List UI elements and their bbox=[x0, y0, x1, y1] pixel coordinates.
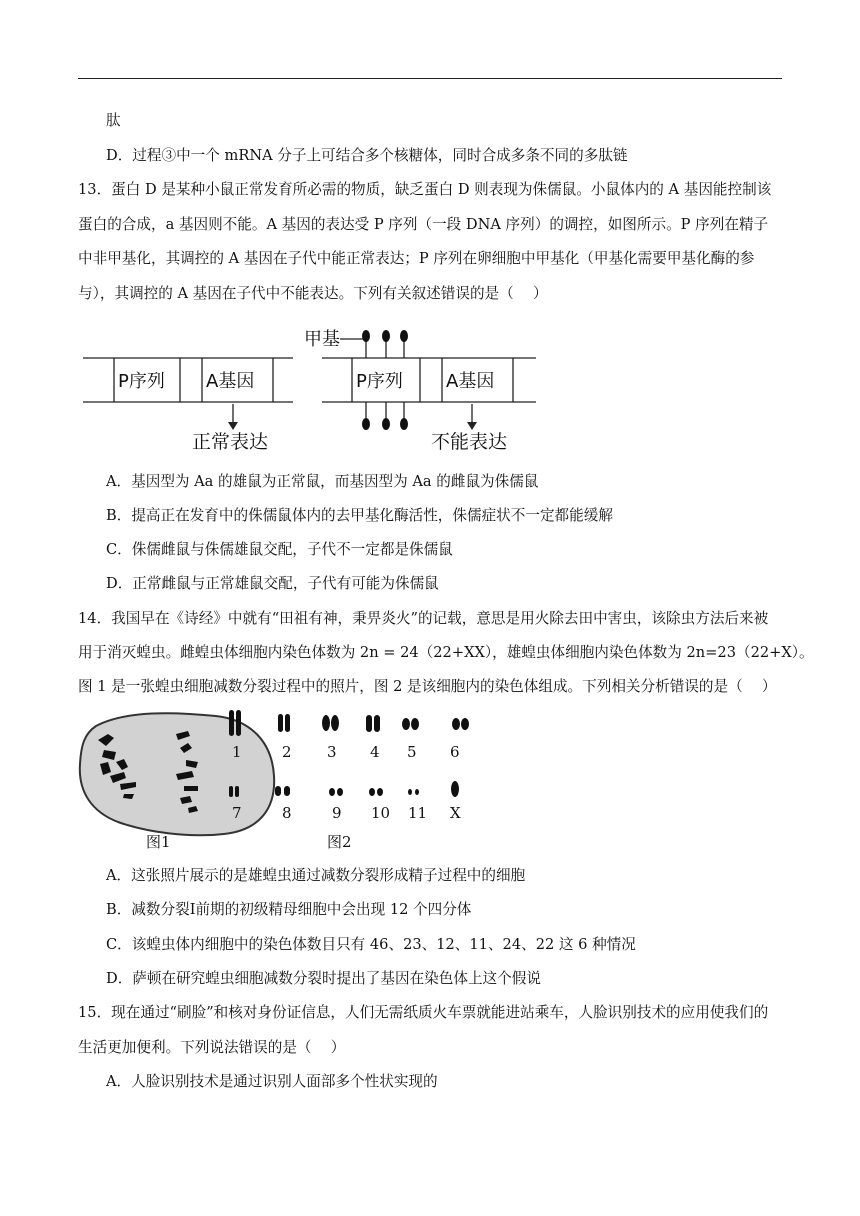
text-line: 图 1 是一张蝗虫细胞减数分裂过程中的照片，图 2 是该细胞内的染色体组成。下列相关分析错误的是（ ） bbox=[78, 678, 777, 695]
text-line: 中非甲基化，其调控的 A 基因在子代中能正常表达；P 序列在卵细胞中甲基化（甲基化需要甲基化酶的参 bbox=[78, 250, 755, 267]
option-d-q13: D．正常雌鼠与正常雄鼠交配，子代有可能为侏儒鼠 bbox=[106, 575, 439, 592]
a-gene-label: A基因 bbox=[446, 371, 495, 392]
option-b-q14: B．减数分裂Ⅰ前期的初级精母细胞中会出现 12 个四分体 bbox=[106, 901, 472, 918]
chromosome-label: 9 bbox=[332, 804, 342, 822]
header-rule bbox=[78, 78, 782, 79]
option-a-q14: A．这张照片展示的是雄蝗虫通过减数分裂形成精子过程中的细胞 bbox=[106, 867, 526, 884]
chromosome-label: 7 bbox=[232, 804, 242, 822]
question-14-stem: 14．我国早在《诗经》中就有“田祖有神，秉畀炎火”的记载，意思是用火除去田中害虫，该除虫方法后来被 bbox=[78, 610, 769, 627]
methyl-groups-top bbox=[362, 330, 408, 358]
chromosome-label: 2 bbox=[282, 743, 292, 761]
chromosome-label: 11 bbox=[408, 804, 428, 822]
chromosome-label: 8 bbox=[282, 804, 292, 822]
figure2-caption: 图2 bbox=[327, 833, 352, 851]
option-a-q15: A．人脸识别技术是通过识别人面部多个性状实现的 bbox=[106, 1073, 438, 1090]
normal-expression-label: 正常表达 bbox=[192, 431, 269, 453]
chromosome-figure bbox=[76, 704, 486, 856]
text-line: 与），其调控的 A 基因在子代中不能表达。下列有关叙述错误的是（ ） bbox=[78, 285, 548, 302]
chromosome-label: 1 bbox=[232, 743, 242, 761]
figure1-caption: 图1 bbox=[146, 833, 171, 851]
question-13-stem: 13．蛋白 D 是某种小鼠正常发育所必需的物质，缺乏蛋白 D 则表现为侏儒鼠。小鼠体内的 A 基因能控制该 bbox=[78, 181, 772, 198]
chromosome-label: 3 bbox=[327, 743, 337, 761]
no-expression-label: 不能表达 bbox=[431, 431, 508, 453]
chromosome-label: 10 bbox=[371, 804, 391, 822]
methyl-groups-bottom bbox=[362, 402, 408, 430]
text-line: 蛋白的合成，a 基因则不能。A 基因的表达受 P 序列（一段 DNA 序列）的调控，如图所示。P 序列在精子 bbox=[78, 216, 769, 233]
chromosome-label: X bbox=[450, 804, 461, 822]
chromosome-label: 6 bbox=[450, 743, 460, 761]
option-b-q13: B．提高正在发育中的侏儒鼠体内的去甲基化酶活性，侏儒症状不一定都能缓解 bbox=[106, 507, 613, 524]
cell-photo bbox=[80, 713, 274, 835]
methyl-label: 甲基 bbox=[304, 329, 340, 350]
text-line: 生活更加便利。下列说法错误的是（ ） bbox=[78, 1039, 346, 1056]
option-d-q12: D．过程③中一个 mRNA 分子上可结合多个核糖体，同时合成多条不同的多肽链 bbox=[106, 147, 628, 164]
methylation-figure bbox=[78, 322, 548, 462]
chromosome-label: 5 bbox=[407, 743, 417, 761]
a-gene-label: A基因 bbox=[206, 371, 255, 392]
question-15-stem: 15．现在通过“刷脸”和核对身份证信息，人们无需纸质火车票就能进站乘车，人脸识别技术的应用使我们的 bbox=[78, 1004, 769, 1021]
option-a-q13: A．基因型为 Aa 的雄鼠为正常鼠，而基因型为 Aa 的雌鼠为侏儒鼠 bbox=[106, 473, 539, 490]
p-sequence-label: P序列 bbox=[118, 371, 165, 392]
option-d-q14: D．萨顿在研究蝗虫细胞减数分裂时提出了基因在染色体上这个假说 bbox=[106, 970, 541, 987]
option-c-q13: C．侏儒雌鼠与侏儒雄鼠交配，子代不一定都是侏儒鼠 bbox=[106, 541, 453, 558]
text-line: 肽 bbox=[106, 112, 121, 129]
option-c-q14: C．该蝗虫体内细胞中的染色体数目只有 46、23、12、11、24、22 这 6 种情况 bbox=[106, 936, 636, 953]
p-sequence-label: P序列 bbox=[356, 371, 403, 392]
text-line: 用于消灭蝗虫。雌蝗虫体细胞内染色体数为 2n = 24（22+XX），雄蝗虫体细胞内染色体数为 2n=23（22+X）。 bbox=[78, 644, 814, 661]
chromosome-label: 4 bbox=[370, 743, 380, 761]
